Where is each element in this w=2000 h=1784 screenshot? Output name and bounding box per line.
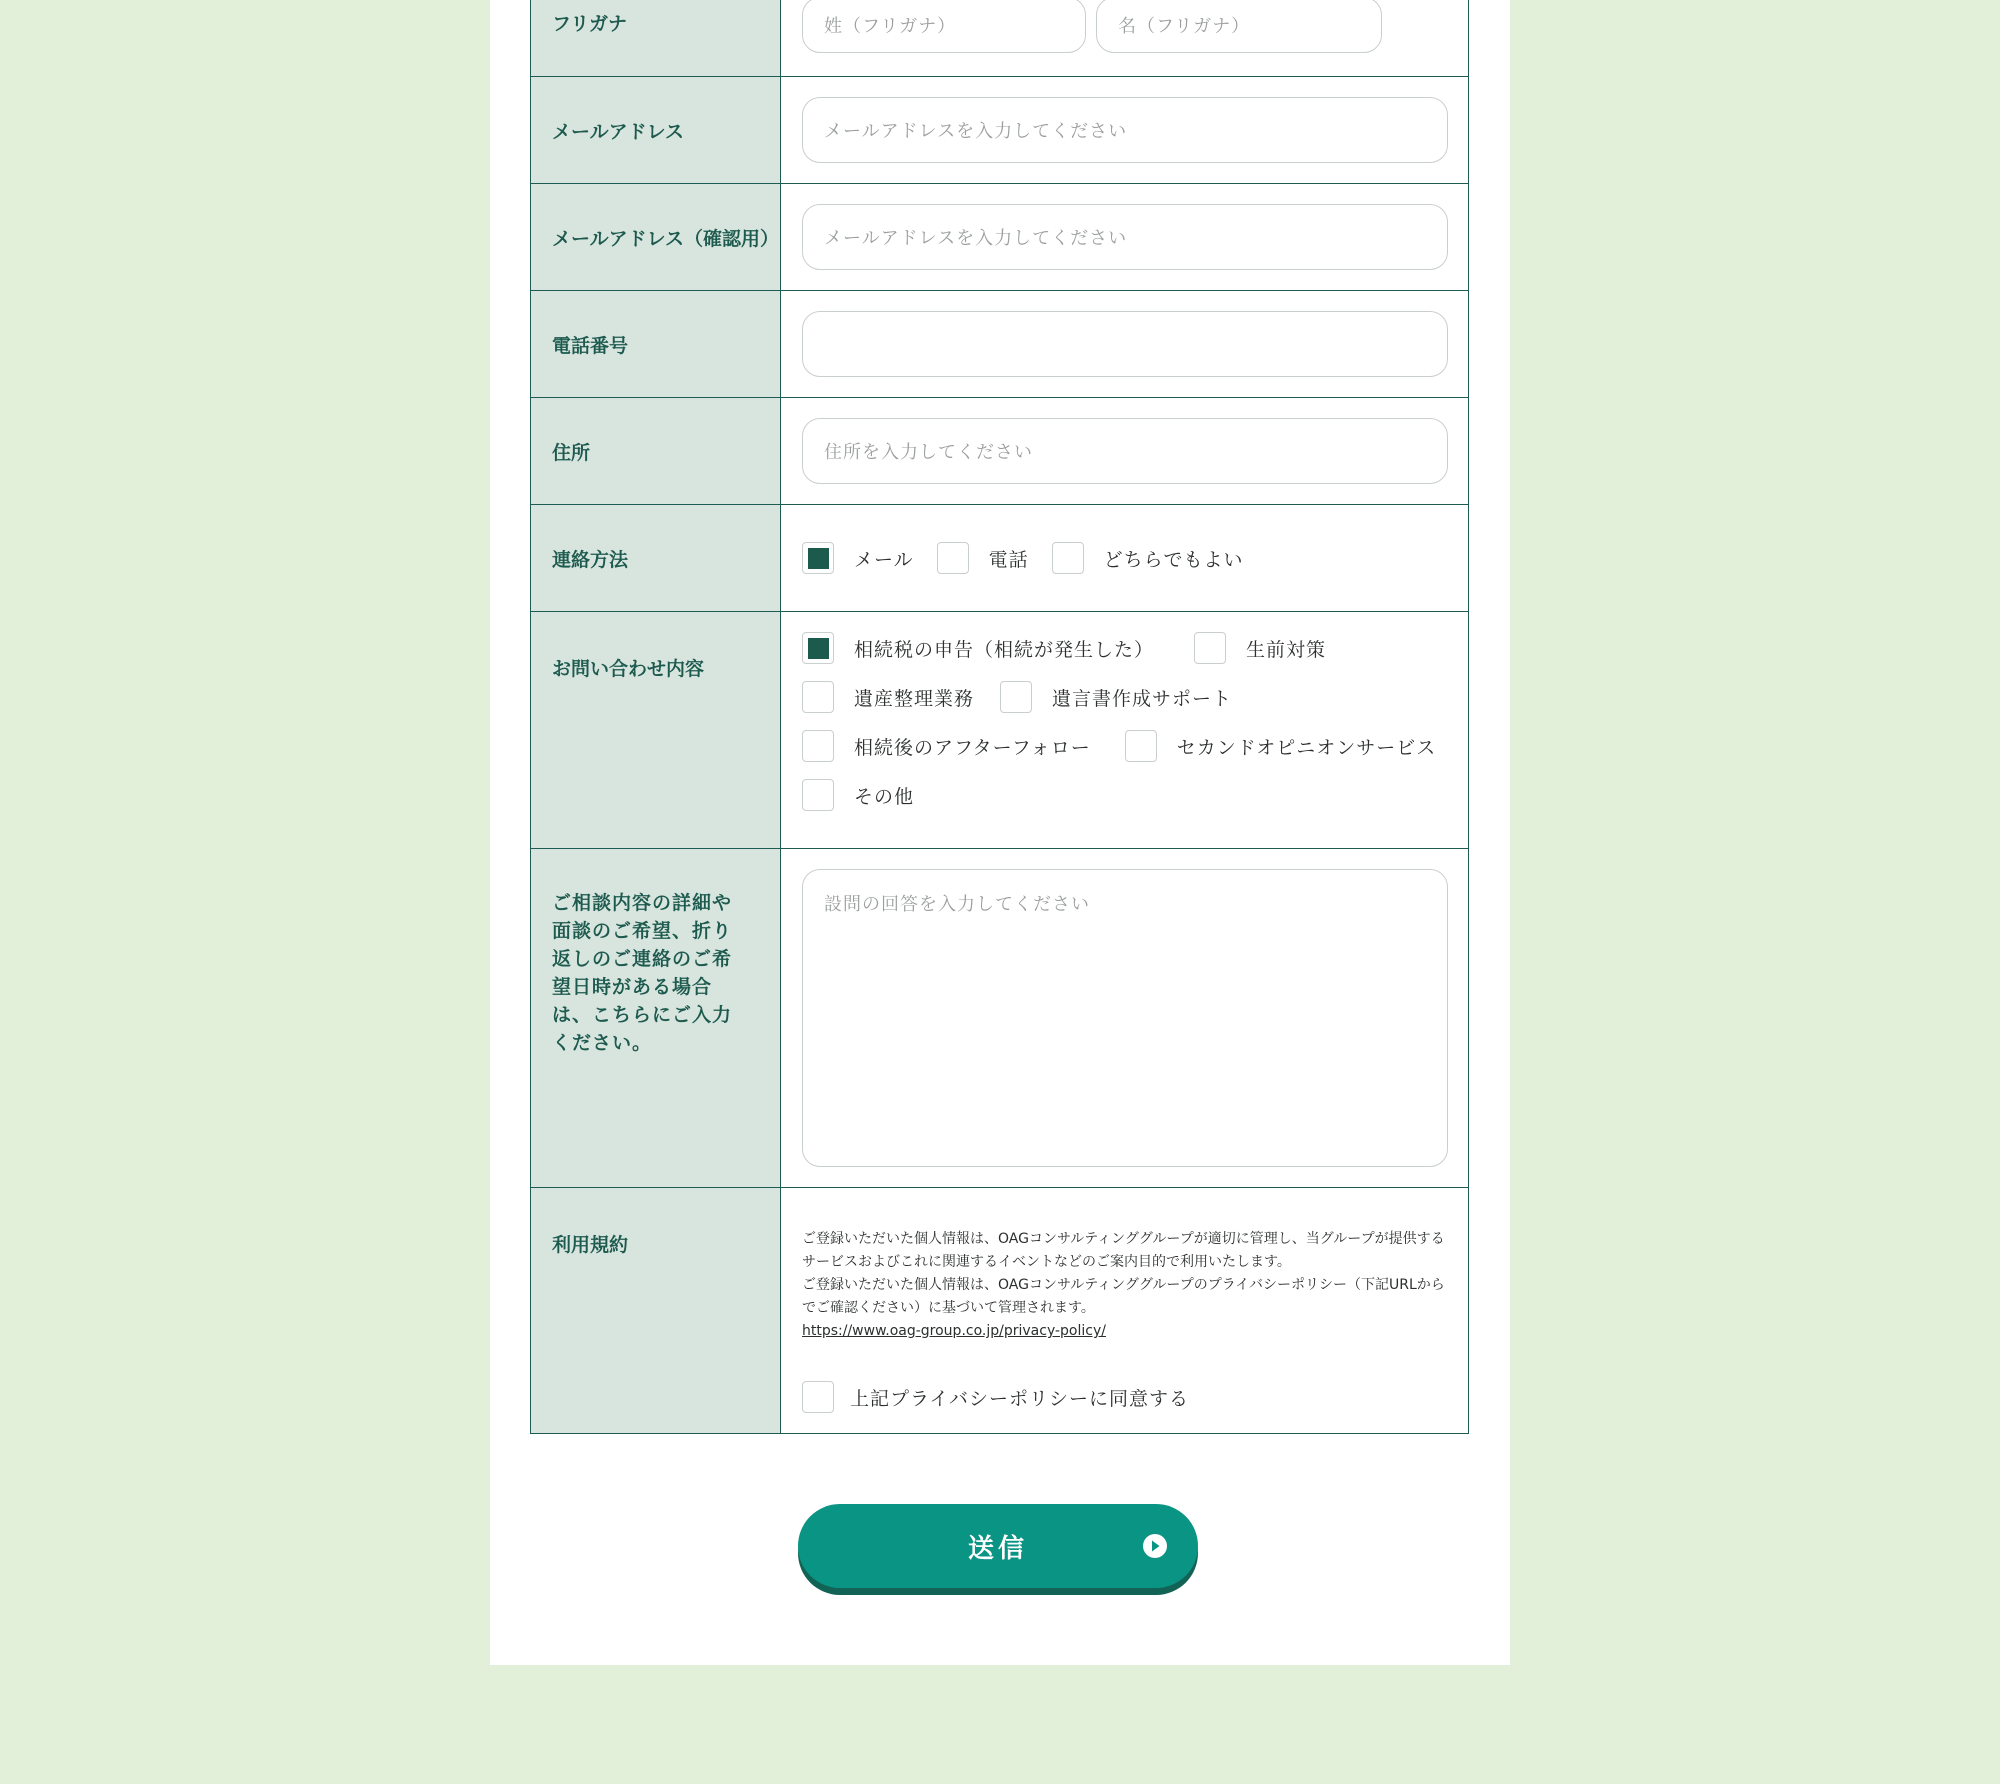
contact-checkbox-mail[interactable] (802, 542, 834, 574)
row-terms (531, 1187, 1468, 1433)
label-address: 住所 (531, 398, 781, 504)
row-details (531, 848, 1468, 1187)
inquiry-checkbox-4[interactable] (802, 730, 834, 762)
inquiry-option-6[interactable]: その他 (802, 779, 914, 811)
row-email-confirm (531, 183, 1468, 290)
label-email: メールアドレス (531, 77, 781, 183)
submit-label: 送信 (967, 1533, 1028, 1564)
terms-paragraph-2: ご登録いただいた個人情報は、OAGコンサルティンググループのプライバシーポリシー（下記URLからでご確認ください）に基づいて管理されます。 (802, 1277, 1445, 1316)
contact-checkbox-phone[interactable] (937, 542, 969, 574)
inquiry-option-3[interactable]: 遺言書作成サポート (1000, 681, 1232, 713)
terms-text (802, 1228, 1448, 1343)
furigana-first-input[interactable]: 名（フリガナ） (1096, 0, 1382, 53)
inquiry-checkbox-2[interactable] (802, 681, 834, 713)
contact-option-phone[interactable]: 電話 (937, 542, 1029, 574)
agree-option[interactable]: 上記プライバシーポリシーに同意する (802, 1381, 1448, 1413)
contact-checkbox-either[interactable] (1052, 542, 1084, 574)
circle-play-icon (1142, 1533, 1168, 1559)
terms-paragraph-1: ご登録いただいた個人情報は、OAGコンサルティンググループが適切に管理し、当グループが提供するサービスおよびこれに関連するイベントなどのご案内目的で利用いたします。 (802, 1231, 1445, 1270)
inquiry-option-5[interactable]: セカンドオピニオンサービス (1125, 730, 1436, 762)
label-details: ご相談内容の詳細や面談のご希望、折り返しのご連絡のご希望日時がある場合は、こちらにご入力ください。 (531, 849, 781, 1187)
email-input[interactable]: メールアドレスを入力してください (802, 97, 1448, 163)
submit-button[interactable] (798, 1504, 1198, 1588)
contact-form-table (530, 0, 1469, 1434)
details-textarea[interactable]: 設問の回答を入力してください (802, 869, 1448, 1167)
address-input[interactable]: 住所を入力してください (802, 418, 1448, 484)
agree-checkbox[interactable] (802, 1381, 834, 1413)
label-furigana: フリガナ (531, 0, 781, 76)
row-phone (531, 290, 1468, 397)
contact-option-either[interactable]: どちらでもよい (1052, 542, 1244, 574)
inquiry-option-1[interactable]: 生前対策 (1194, 632, 1326, 664)
label-inquiry: お問い合わせ内容 (531, 612, 781, 848)
row-address (531, 397, 1468, 504)
inquiry-checkbox-1[interactable] (1194, 632, 1226, 664)
label-email-confirm: メールアドレス（確認用） (531, 184, 781, 290)
label-terms: 利用規約 (531, 1188, 781, 1433)
row-email (531, 76, 1468, 183)
label-phone: 電話番号 (531, 291, 781, 397)
row-inquiry (531, 611, 1468, 848)
phone-input[interactable] (802, 311, 1448, 377)
row-contact-method (531, 504, 1468, 611)
furigana-last-input[interactable]: 姓（フリガナ） (802, 0, 1086, 53)
inquiry-checkbox-3[interactable] (1000, 681, 1032, 713)
email-confirm-input[interactable]: メールアドレスを入力してください (802, 204, 1448, 270)
privacy-policy-link[interactable]: https://www.oag-group.co.jp/privacy-policy/ (802, 1323, 1106, 1339)
inquiry-option-0[interactable]: 相続税の申告（相続が発生した） (802, 632, 1154, 664)
inquiry-option-2[interactable]: 遺産整理業務 (802, 681, 974, 713)
inquiry-checkbox-6[interactable] (802, 779, 834, 811)
contact-option-mail[interactable]: メール (802, 542, 914, 574)
row-furigana (531, 0, 1468, 76)
inquiry-checkbox-5[interactable] (1125, 730, 1157, 762)
inquiry-option-4[interactable]: 相続後のアフターフォロー (802, 730, 1091, 762)
inquiry-checkbox-0[interactable] (802, 632, 834, 664)
label-contact-method: 連絡方法 (531, 505, 781, 611)
